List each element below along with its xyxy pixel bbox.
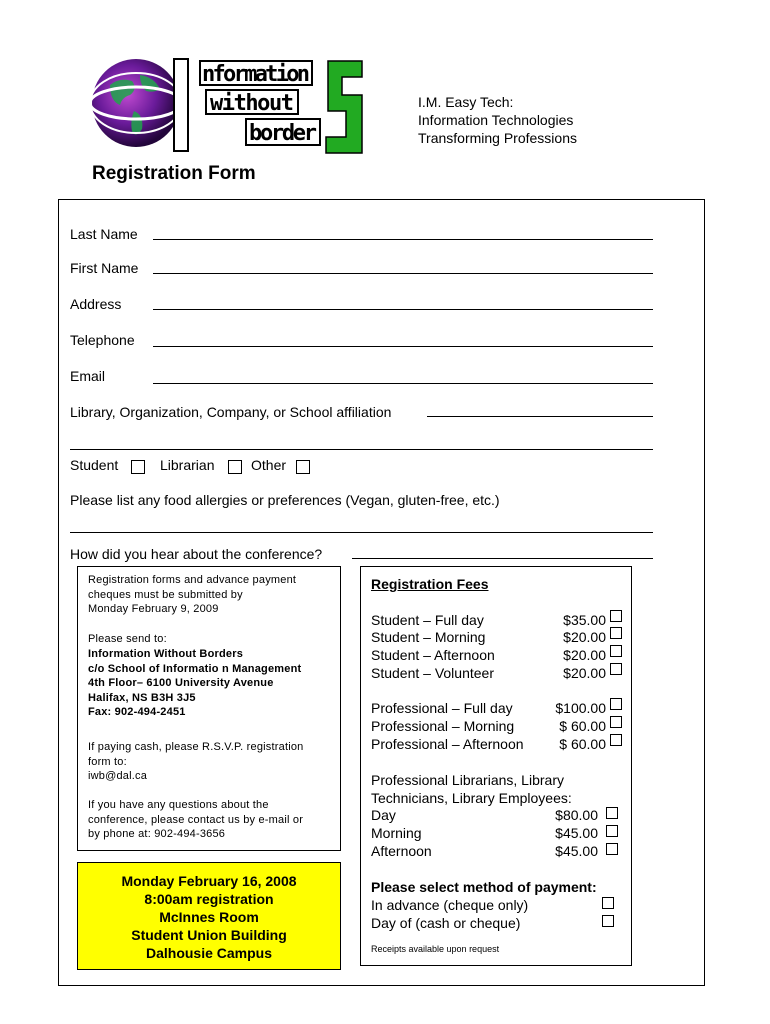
mailing-address: Information Without Borders c/o School of Informatio n Management 4th Floor– 6100 University Avenue Halifax, NS B3H 3J5 Fax: 902-494-2451 [88,648,302,718]
fee-student-afternoon-label: Student – Afternoon [371,647,495,663]
page-title: Registration Form [92,163,256,184]
affiliation-label: Library, Organization, Company, or School affiliation [70,404,392,420]
payment-advance-checkbox[interactable] [602,897,614,909]
fee-pro-full-price: $100.00 [555,700,606,716]
questions-text: If you have any questions about the conference, please contact us by e-mail or by phone at: 902-494-3656 [88,799,304,840]
librarians-heading: Professional Librarians, Library Technicians, Library Employees: [371,772,572,806]
receipts-note: Receipts available upon request [371,944,500,954]
fee-lib-afternoon-label: Afternoon [371,843,432,859]
other-checkbox[interactable] [296,460,310,474]
fee-pro-morning-checkbox[interactable] [610,716,622,728]
fee-lib-morning-checkbox[interactable] [606,825,618,837]
librarian-label: Librarian [160,457,215,473]
fee-student-morning-label: Student – Morning [371,629,486,645]
fee-student-full-label: Student – Full day [371,612,484,628]
send-to-label: Please send to: [88,633,167,645]
fee-student-morning-price: $20.00 [563,629,606,645]
affiliation-field[interactable] [427,416,653,417]
last-name-label: Last Name [70,226,138,242]
fee-student-volunteer-label: Student – Volunteer [371,665,494,681]
fee-lib-day-label: Day [371,807,396,823]
affiliation-field-line2[interactable] [70,449,653,450]
telephone-label: Telephone [70,332,135,348]
fee-student-afternoon-price: $20.00 [563,647,606,663]
fee-pro-afternoon-checkbox[interactable] [610,734,622,746]
payment-dayof-checkbox[interactable] [602,915,614,927]
hear-label: How did you hear about the conference? [70,546,323,562]
payment-advance-label: In advance (cheque only) [371,897,529,913]
fee-pro-full-checkbox[interactable] [610,698,622,710]
fee-pro-afternoon-label: Professional – Afternoon [371,736,524,752]
fee-student-volunteer-price: $20.00 [563,665,606,681]
librarian-checkbox[interactable] [228,460,242,474]
svg-text:border: border [249,121,317,146]
fee-student-full-checkbox[interactable] [610,610,622,622]
svg-text:without: without [210,91,294,116]
fees-title: Registration Fees [371,576,489,592]
svg-text:nformation: nformation [202,62,310,87]
last-name-field[interactable] [153,239,653,240]
student-checkbox[interactable] [131,460,145,474]
fee-lib-day-price: $80.00 [555,807,598,823]
fee-lib-morning-price: $45.00 [555,825,598,841]
allergies-label: Please list any food allergies or preferences (Vegan, gluten-free, etc.) [70,492,500,508]
fee-pro-full-label: Professional – Full day [371,700,513,716]
address-field[interactable] [153,309,653,310]
email-field[interactable] [153,383,653,384]
other-label: Other [251,457,287,473]
svg-text:I: I [176,87,183,98]
payment-dayof-label: Day of (cash or cheque) [371,915,521,931]
telephone-field[interactable] [153,346,653,347]
fee-pro-morning-label: Professional – Morning [371,718,515,734]
fee-pro-morning-price: $ 60.00 [559,718,606,734]
tagline: I.M. Easy Tech: Information Technologies Transforming Professions [418,94,577,146]
information-without-borders-logo [88,55,368,160]
first-name-label: First Name [70,260,139,276]
email-label: Email [70,368,106,384]
hear-field[interactable] [352,558,653,559]
allergies-field[interactable] [70,532,653,533]
fee-lib-afternoon-price: $45.00 [555,843,598,859]
payment-method-title: Please select method of payment: [371,879,597,895]
fee-student-full-price: $35.00 [563,612,606,628]
cash-rsvp-text: If paying cash, please R.S.V.P. registration form to: iwb@dal.ca [88,741,304,782]
event-details-box: Monday February 16, 2008 8:00am registration McInnes Room Student Union Building Dalhousie Campus [77,862,341,970]
fee-lib-morning-label: Morning [371,825,422,841]
address-label: Address [70,296,122,312]
fee-pro-afternoon-price: $ 60.00 [559,736,606,752]
student-label: Student [70,457,119,473]
rsvp-email-link[interactable]: iwb@dal.ca [88,770,148,782]
fee-student-afternoon-checkbox[interactable] [610,645,622,657]
fee-student-volunteer-checkbox[interactable] [610,663,622,675]
fee-student-morning-checkbox[interactable] [610,627,622,639]
fee-lib-day-checkbox[interactable] [606,807,618,819]
deadline-text: Registration forms and advance payment cheques must be submitted by Monday February 9, 2009 [88,574,297,615]
first-name-field[interactable] [153,273,653,274]
fee-lib-afternoon-checkbox[interactable] [606,843,618,855]
